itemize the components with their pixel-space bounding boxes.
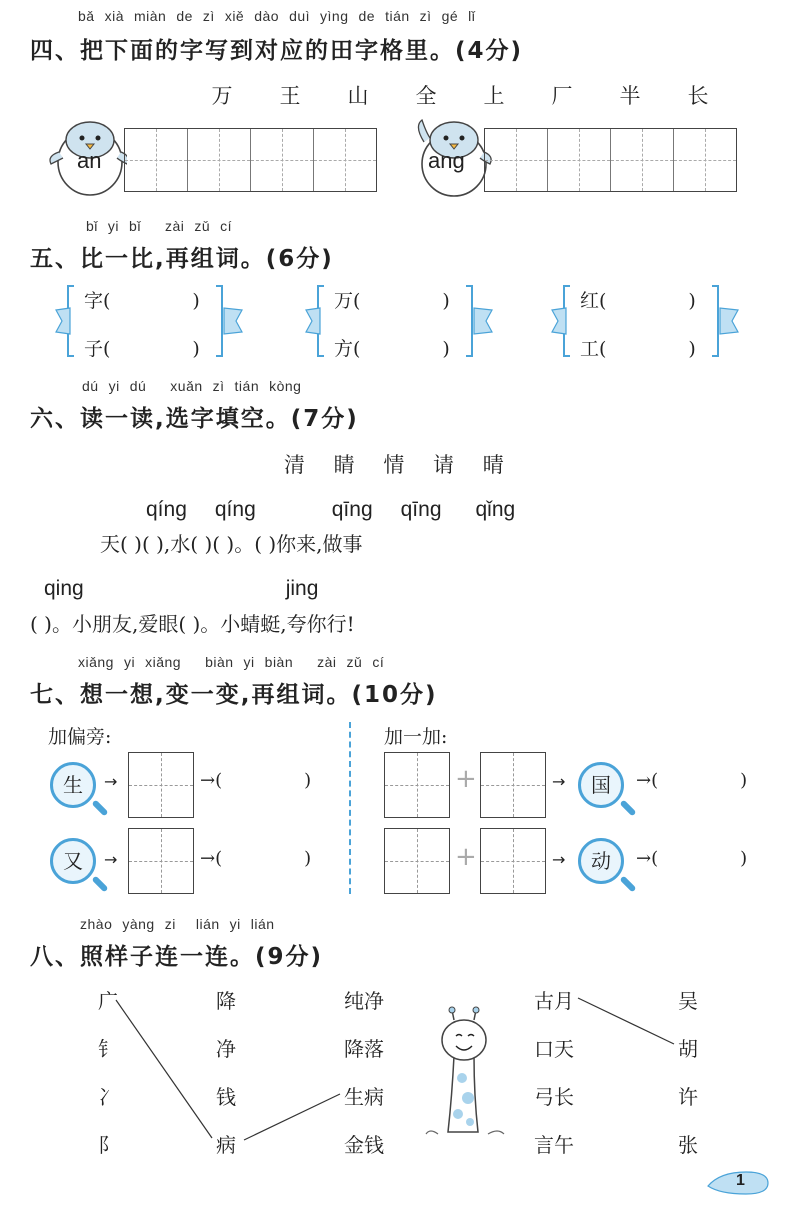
s7-left-answer-1[interactable]: →( ) — [200, 770, 312, 791]
s8-col2-item[interactable]: 净 — [216, 1037, 236, 1061]
plus-icon: + — [455, 842, 477, 872]
arrow-icon: → — [552, 850, 566, 869]
page-number: 1 — [736, 1172, 745, 1189]
s4-pinyin: bǎ xià miàn de zì xiě dào duì yìng de tián zì gé lǐ — [78, 8, 476, 24]
s8-col2-item[interactable]: 钱 — [216, 1085, 236, 1109]
s7-heading: 七、想一想,变一变,再组词。(10分) — [30, 682, 438, 708]
s5-g3-top: 红( ) — [580, 290, 696, 312]
giraffe-icon — [418, 1006, 518, 1146]
example-line — [244, 1094, 340, 1140]
s8-col4-item[interactable]: 口天 — [534, 1037, 574, 1061]
s8-col1-item[interactable]: 阝 — [98, 1133, 118, 1157]
s8-col3-item[interactable]: 生病 — [344, 1085, 384, 1109]
s8-pinyin: zhào yàng zi lián yi lián — [80, 916, 275, 932]
s5-pinyin: bǐ yi bǐ zài zǔ cí — [86, 218, 233, 234]
s4-left-label: an — [77, 148, 102, 173]
s8-col2-item[interactable]: 病 — [216, 1133, 236, 1157]
s5-g1-top: 字( ) — [84, 290, 200, 312]
s8-col4-item[interactable]: 弓长 — [534, 1085, 574, 1109]
s5-g1-bottom: 子( ) — [84, 338, 200, 360]
arrow-icon: → — [552, 772, 566, 791]
s8-col3-item[interactable]: 纯净 — [344, 989, 384, 1013]
s6-line2-text: ( )。小朋友,爱眼( )。小蜻蜓,夸你行! — [30, 612, 355, 636]
s8-col3-item[interactable]: 金钱 — [344, 1133, 384, 1157]
example-line — [116, 1000, 212, 1138]
plus-icon: + — [455, 764, 477, 794]
s6-heading: 六、读一读,选字填空。(7分) — [30, 406, 359, 432]
s7-pinyin: xiǎng yi xiǎng biàn yi biàn zài zǔ cí — [78, 654, 385, 670]
magnifier-icon: 又 — [50, 838, 96, 884]
s8-col3-item[interactable]: 降落 — [344, 1037, 384, 1061]
magnifier-icon: 国 — [578, 762, 624, 808]
arrow-icon: → — [104, 772, 118, 791]
s6-line1-text: 天( )( ),水( )( )。( )你来,做事 — [100, 532, 363, 556]
arrow-icon: → — [104, 850, 118, 869]
s5-g2-top: 万( ) — [334, 290, 450, 312]
s6-line1-pinyin: qíng qíng qīng qīng qǐng — [146, 498, 516, 521]
s8-col1-item[interactable]: 钅 — [98, 1037, 118, 1061]
s7-right-answer-1[interactable]: →( ) — [636, 770, 748, 791]
s6-line2-pinyin: qing jing — [44, 577, 319, 600]
s4-char-list: 万 王 山 全 上 厂 半 长 — [211, 84, 709, 108]
s4-heading: 四、把下面的字写到对应的田字格里。(4分) — [30, 38, 524, 64]
magnifier-icon: 生 — [50, 762, 96, 808]
s7-left-label: 加偏旁: — [48, 726, 112, 748]
s6-pinyin: dú yi dú xuǎn zì tián kòng — [82, 378, 302, 394]
s8-col1-item[interactable]: 冫 — [98, 1085, 118, 1109]
s6-char-list: 清 睛 情 请 晴 — [284, 453, 504, 477]
s8-heading: 八、照样子连一连。(9分) — [30, 944, 324, 970]
s8-col5-item[interactable]: 许 — [678, 1085, 698, 1109]
s8-col4-item[interactable]: 言午 — [534, 1133, 574, 1157]
s4-right-label: ang — [428, 148, 465, 173]
example-line — [578, 998, 674, 1044]
s8-col2-item[interactable]: 降 — [216, 989, 236, 1013]
s8-col5-item[interactable]: 张 — [678, 1133, 698, 1157]
s7-left-answer-2[interactable]: →( ) — [200, 848, 312, 869]
s8-col1-item[interactable]: 广 — [98, 989, 118, 1013]
s5-heading: 五、比一比,再组词。(6分) — [30, 246, 334, 272]
s8-col4-item[interactable]: 古月 — [534, 989, 574, 1013]
s8-col5-item[interactable]: 吴 — [678, 989, 698, 1013]
s5-g2-bottom: 方( ) — [334, 338, 450, 360]
s7-right-label: 加一加: — [384, 726, 448, 748]
s8-col5-item[interactable]: 胡 — [678, 1037, 698, 1061]
magnifier-icon: 动 — [578, 838, 624, 884]
s7-right-answer-2[interactable]: →( ) — [636, 848, 748, 869]
s5-g3-bottom: 工( ) — [580, 338, 696, 360]
